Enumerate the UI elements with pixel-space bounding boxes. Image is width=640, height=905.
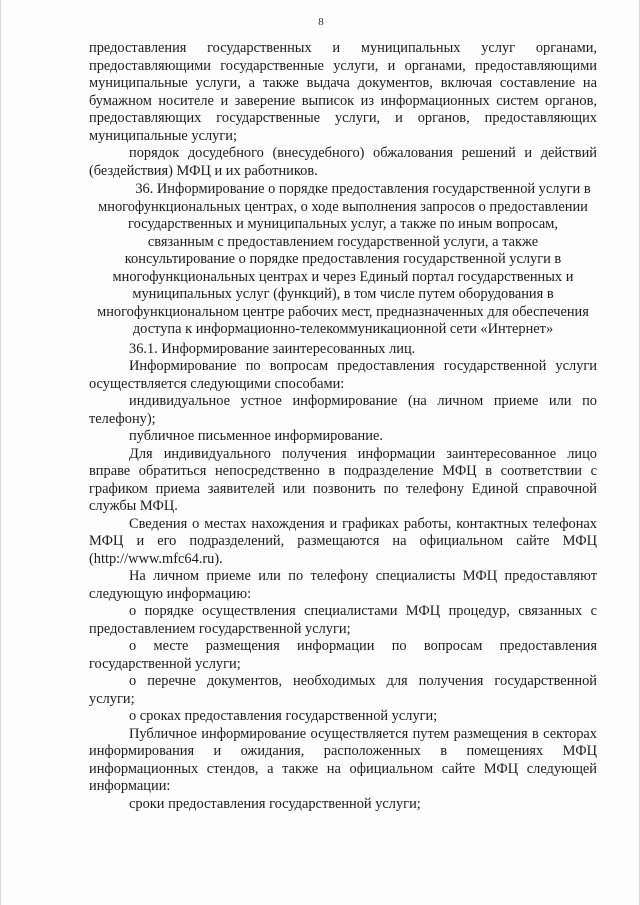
list-item-location: о месте размещения информации по вопросам предоставления государственной услуги;: [89, 638, 597, 672]
section-heading-36: 36. Информирование о порядке предоставления государственной услуги в многофункциональных центрах, о ходе выполнения запросов о предоставлении государственных и муниципальных услуг, а также по иным вопросам, связанным с предоставлением государственной услуги, а также консультирование о порядке предоставления государственной услуги в многофункциональных центрах и через Единый портал государственных и муниципальных услуг (функций), в том числе путем оборудования в многофункциональном центре рабочих мест, предназначенных для обеспечения доступа к информационно-телекоммуникационной сети «Интернет»: [97, 181, 591, 337]
paragraph-public-info: Публичное информирование осуществляется путем размещения в секторах информирования и ожидания, расположенных в помещениях МФЦ информационных стендов, а также на официальном сайте МФЦ следующей информации:: [89, 725, 597, 794]
document-body: [89, 40, 597, 813]
paragraph-continuation: предоставления государственных и муниципальных услуг органами, предоставляющими государственные услуги, и органами, предоставляющими муниципальные услуги, а также выдача документов, включая составление на бумажном носителе и заверение выписок из информационных систем органов, предоставляющих государственные услуги, и органов, предоставляющих муниципальные услуги;: [89, 40, 597, 144]
list-item-terms: о сроках предоставления государственной услуги;: [129, 708, 438, 724]
list-item-service-terms: сроки предоставления государственной услуги;: [129, 795, 421, 812]
paragraph-contacts: Сведения о местах нахождения и графиках работы, контактных телефонах МФЦ и его подразделений, размещаются на официальном сайте МФЦ (http://www.mfc64.ru).: [89, 515, 597, 567]
paragraph-personal-reception: На личном приеме или по телефону специалисты МФЦ предоставляют следующую информацию:: [89, 568, 597, 602]
page-number: 8: [318, 16, 324, 28]
list-item-oral: индивидуальное устное информирование (на личном приеме или по телефону);: [89, 393, 597, 427]
paragraph-appeal-procedure: порядок досудебного (внесудебного) обжалования решений и действий (бездействия) МФЦ и их работников.: [89, 145, 597, 179]
subsection-title-36-1: 36.1. Информирование заинтересованных лиц.: [129, 340, 416, 357]
list-item-written: публичное письменное информирование.: [129, 428, 383, 444]
list-item-documents: о перечне документов, необходимых для получения государственной услуги;: [89, 673, 597, 707]
paragraph-individual: Для индивидуального получения информации заинтересованное лицо вправе обратиться непосредственно в подразделение МФЦ в соответствии с графиком приема заявителей или позвонить по телефону Единой справочной службы МФЦ.: [89, 445, 597, 514]
paragraph-info-methods: Информирование по вопросам предоставления государственной услуги осуществляется следующими способами:: [89, 358, 597, 392]
list-item-procedures: о порядке осуществления специалистами МФЦ процедур, связанных с предоставлением государственной услуги;: [89, 603, 597, 637]
